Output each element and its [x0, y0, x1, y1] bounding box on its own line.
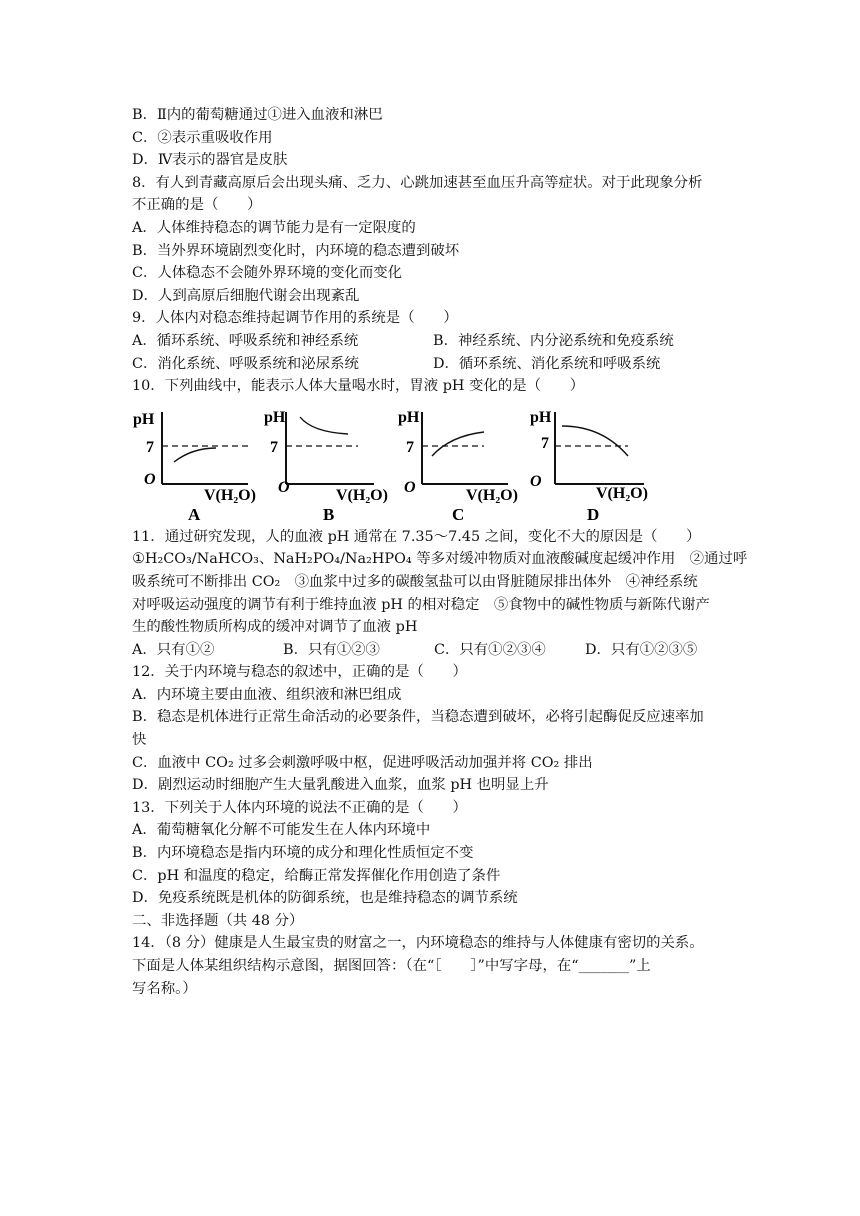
- graph-c-ph-label: pH: [398, 408, 420, 426]
- exam-page: [132, 104, 748, 1000]
- q13-stem: 13．下列关于人体内环境的说法不正确的是（ ）: [132, 799, 467, 816]
- q12-stem: 12．关于内环境与稳态的叙述中，正确的是（ ）: [132, 664, 467, 681]
- graph-c-origin: O: [404, 478, 416, 496]
- q12-option-d: D．剧烈运动时细胞产生大量乳酸进入血浆，血浆 pH 也明显上升: [132, 777, 549, 794]
- graph-a-letter: A: [188, 504, 201, 524]
- graph-b-letter: B: [323, 504, 335, 524]
- q11-body-line2: 吸系统可不断排出 CO₂ ③血浆中过多的碳酸氢盐可以由肾脏随尿排出体外 ④神经系统: [132, 573, 698, 590]
- graph-d-ph-label: pH: [530, 408, 552, 426]
- q10-graphs-svg: [132, 404, 736, 522]
- graph-d-seven: 7: [541, 434, 549, 452]
- graph-b-seven: 7: [270, 438, 278, 456]
- q9-option-d: D．循环系统、消化系统和呼吸系统: [433, 355, 661, 372]
- q12-option-c: C．血液中 CO₂ 过多会刺激呼吸中枢，促进呼吸活动加强并将 CO₂ 排出: [132, 754, 593, 771]
- q11-body-line4: 生的酸性物质所构成的缓冲对调节了血液 pH: [132, 619, 418, 636]
- q9-options-row1: [132, 330, 736, 353]
- q12-option-a: A．内环境主要由血液、组织液和淋巴组成: [132, 686, 402, 703]
- q12-option-b-line1: B．稳态是机体进行正常生命活动的必要条件，当稳态遭到破坏，必将引起酶促反应速率加: [132, 709, 704, 726]
- graph-a-seven: 7: [146, 438, 154, 456]
- q13-option-b: B．内环境稳态是指内环境的成分和理化性质恒定不变: [132, 845, 474, 862]
- q13-option-c: C．pH 和温度的稳定，给酶正常发挥催化作用创造了条件: [132, 867, 501, 884]
- q9-option-a: A．循环系统、呼吸系统和神经系统: [132, 332, 359, 349]
- q13-option-a: A．葡萄糖氧化分解不可能发生在人体内环境中: [132, 822, 431, 839]
- q9-stem: 9．人体内对稳态维持起调节作用的系统是（ ）: [132, 310, 458, 327]
- graph-a: [133, 411, 256, 524]
- q11-option-b: B．只有①②③: [283, 641, 380, 658]
- q8-option-c: C．人体稳态不会随外界环境的变化而变化: [132, 265, 403, 282]
- graph-c-seven: 7: [406, 438, 414, 456]
- graph-b-origin: O: [278, 478, 290, 496]
- q7-option-d: D．Ⅳ表示的器官是皮肤: [132, 152, 288, 169]
- q11-options-row: [132, 639, 736, 662]
- graph-a-xlabel: V(H₂O): [204, 486, 256, 504]
- graph-b-xlabel: V(H₂O): [336, 486, 388, 504]
- q9-option-c: C．消化系统、呼吸系统和泌尿系统: [132, 355, 359, 372]
- graph-c-xlabel: V(H₂O): [466, 486, 518, 504]
- graph-d-curve: [562, 426, 628, 456]
- graph-c-letter: C: [452, 504, 465, 524]
- q14-line3: 写名称。）: [132, 980, 197, 997]
- graph-d: [530, 409, 648, 524]
- graph-d-xlabel: V(H₂O): [596, 484, 648, 502]
- q8-stem-line1: 8．有人到青藏高原后会出现头痛、乏力、心跳加速甚至血压升高等症状。对于此现象分析: [132, 174, 703, 191]
- q8-option-d: D．人到高原后细胞代谢会出现紊乱: [132, 287, 360, 304]
- q9-options-row2: [132, 353, 736, 376]
- q8-stem-line2: 不正确的是（ ）: [132, 197, 262, 214]
- graph-c: [398, 409, 518, 524]
- q14-line1: 14．（8 分）健康是人生最宝贵的财富之一，内环境稳态的维持与人体健康有密切的关系。: [132, 935, 704, 952]
- q11-body-line1: ①H₂CO₃/NaHCO₃、NaH₂PO₄/Na₂HPO₄ 等多对缓冲物质对血液酸碱度起缓冲作用 ②通过呼: [132, 551, 748, 568]
- q13-option-d: D．免疫系统既是机体的防御系统，也是维持稳态的调节系统: [132, 890, 518, 907]
- q10-graphs: [132, 404, 736, 522]
- q11-option-c: C．只有①②③④: [434, 641, 546, 658]
- graph-b-ph-label: pH: [264, 408, 286, 426]
- graph-b-curve: [300, 417, 348, 434]
- q11-stem: 11．通过研究发现，人的血液 pH 通常在 7.35～7.45 之间，变化不大的原因是（ ）: [132, 528, 701, 545]
- q10-stem: 10．下列曲线中，能表示人体大量喝水时，胃液 pH 变化的是（ ）: [132, 378, 585, 395]
- q8-option-b: B．当外界环境剧烈变化时，内环境的稳态遭到破坏: [132, 242, 460, 259]
- graph-c-curve: [432, 432, 484, 456]
- graph-a-origin: O: [144, 470, 156, 488]
- q7-option-b: B．Ⅱ内的葡萄糖通过①进入血液和淋巴: [132, 107, 383, 123]
- graph-a-curve: [174, 448, 216, 462]
- q11-body-line3: 对呼吸运动强度的调节有利于维持血液 pH 的相对稳定 ⑤食物中的碱性物质与新陈代谢产: [132, 596, 710, 613]
- q9-option-b: B．神经系统、内分泌系统和免疫系统: [433, 332, 674, 349]
- q8-option-a: A．人体维持稳态的调节能力是有一定限度的: [132, 219, 416, 236]
- graph-d-origin: O: [530, 472, 542, 490]
- q12-option-b-line2: 快: [132, 732, 147, 749]
- graph-d-letter: D: [587, 504, 600, 524]
- q11-option-d: D．只有①②③⑤: [585, 641, 698, 658]
- section-two-heading: 二、非选择题（共 48 分）: [132, 912, 304, 929]
- graph-a-ph-label: pH: [133, 410, 155, 428]
- q7-option-c: C．②表示重吸收作用: [132, 129, 273, 146]
- q11-option-a: A．只有①②: [132, 641, 215, 658]
- q14-line2: 下面是人体某组织结构示意图，据图回答：（在“［ ］”中写字母，在“_______”上: [132, 958, 651, 974]
- graph-b: [264, 409, 388, 524]
